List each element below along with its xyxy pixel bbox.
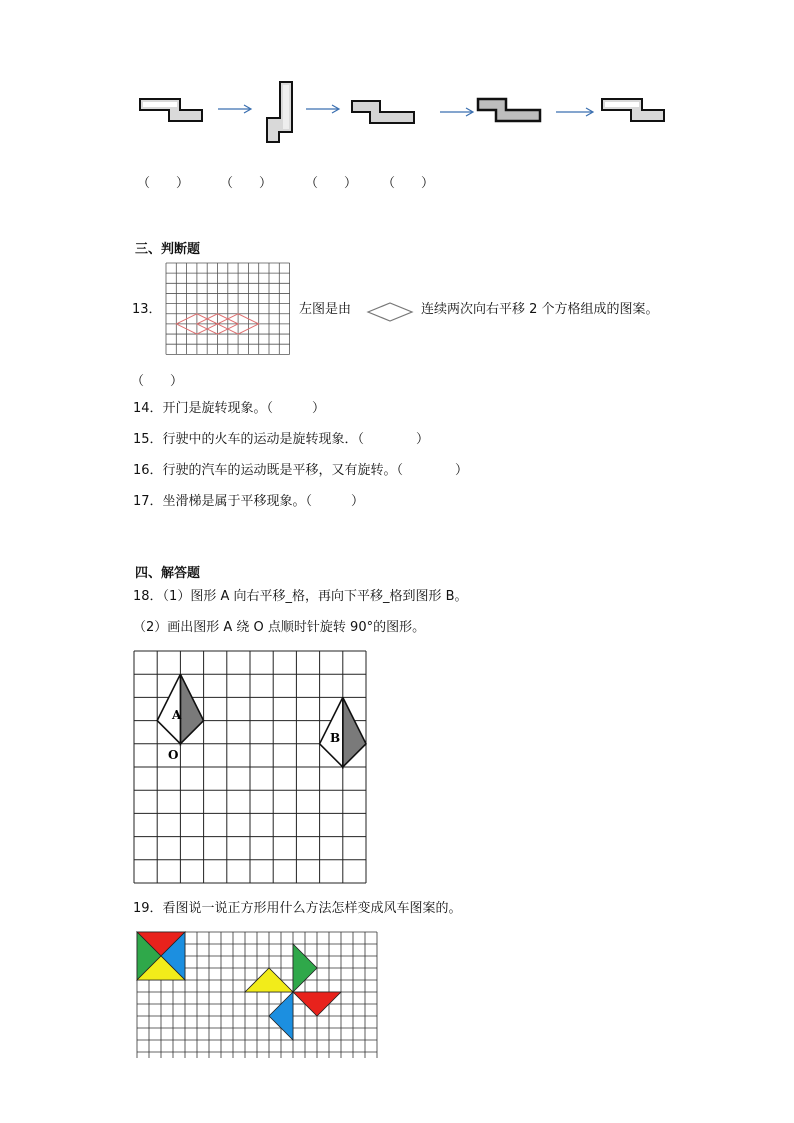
q18-grid-figure [134,651,368,885]
shape-5-z-figure [600,96,670,128]
q12-blank-3[interactable]: （ ） [305,176,358,191]
arrow-4-icon [556,106,596,118]
q19-text: 19．看图说一说正方形用什么方法怎样变成风车图案的。 [133,901,462,916]
q18-part1: 18．（1）图形 A 向右平移_格，再向下平移_格到图形 B。 [133,589,468,604]
q12-blank-4[interactable]: （ ） [382,176,435,191]
arrow-2-icon [306,103,342,115]
section4-title: 四、解答题 [135,566,201,581]
colored-square [137,932,185,980]
q16-text: 16．行驶的汽车的运动既是平移，又有旋转。（ ） [133,463,469,478]
figure-a-label: A [172,708,182,722]
q14-text: 14．开门是旋转现象。（ ） [133,401,326,416]
point-o-label: O [168,748,179,762]
shape-2-rotated-figure [262,80,296,146]
q13-number: 13． [132,302,162,317]
q13-grid-figure [166,263,296,355]
arrow-1-icon [218,103,254,115]
shape-3-z-figure [350,98,420,130]
q13-text-after: 连续两次向右平移 2 个方格组成的图案。 [421,302,659,317]
arrow-3-icon [440,106,476,118]
q17-text: 17．坐滑梯是属于平移现象。（ ） [133,494,365,509]
q12-blank-1[interactable]: （ ） [137,176,190,191]
q13-text-before: 左图是由 [299,302,352,317]
q15-text: 15．行驶中的火车的运动是旋转现象．（ ） [133,432,430,447]
q19-grid-figure [137,932,377,1059]
q18-part2: （2）画出图形 A 绕 O 点顺时针旋转 90°的图形。 [133,620,426,635]
shape-1-z-figure [138,96,208,128]
figure-b-shape [320,697,366,767]
rhombus-icon [366,302,414,322]
section3-title: 三、判断题 [135,242,201,257]
grid-lines [134,651,366,883]
grid-lines [166,263,290,354]
pinwheel-pattern [245,944,341,1040]
q12-blank-2[interactable]: （ ） [220,176,273,191]
figure-b-label: B [330,731,341,745]
shape-4-z-figure [476,96,546,128]
q13-answer-blank[interactable]: （ ） [131,374,184,389]
